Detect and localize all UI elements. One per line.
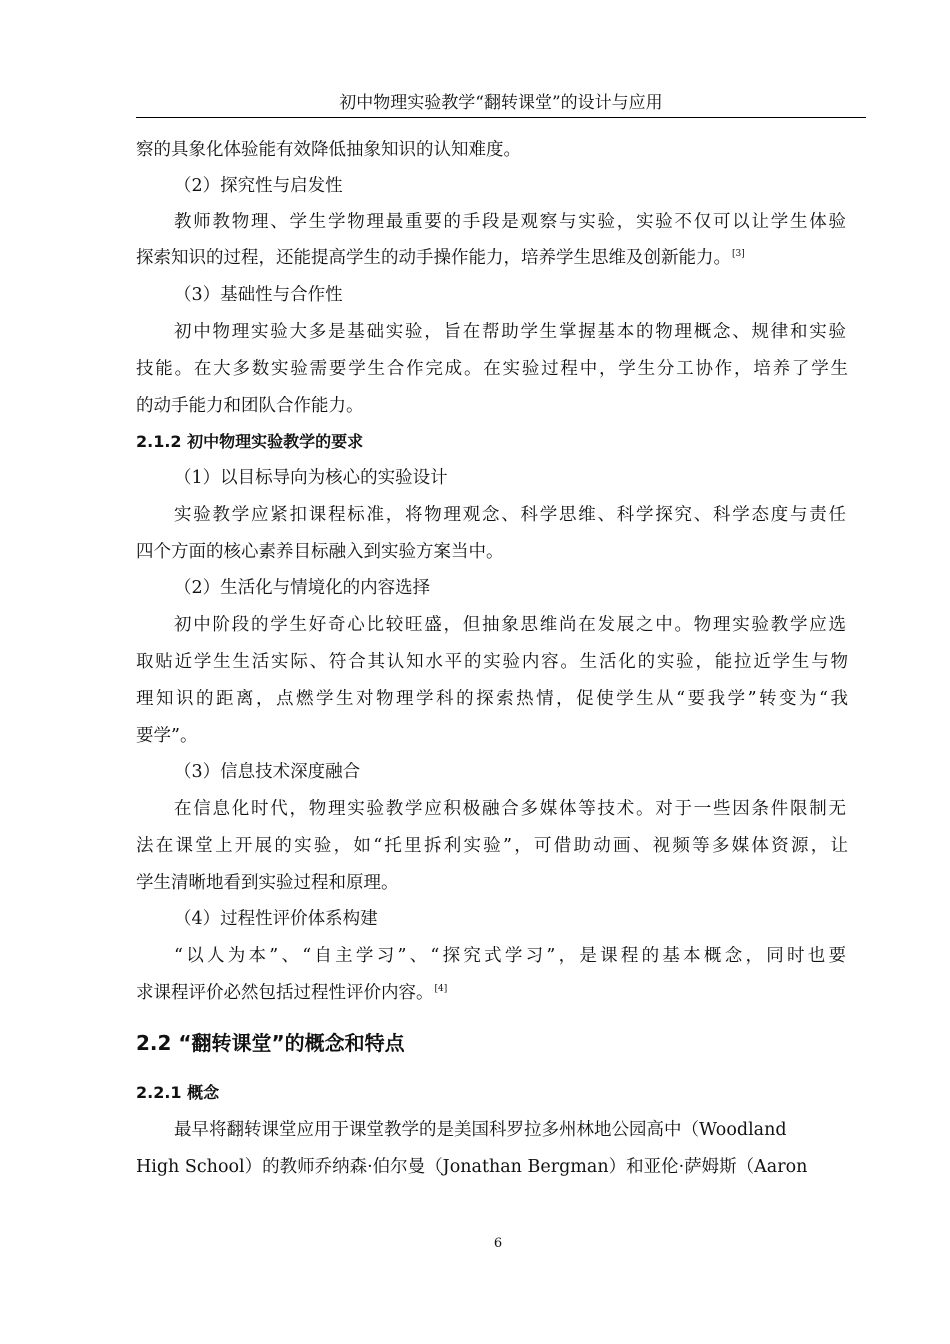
citation-mark[interactable]: [4] <box>434 984 448 995</box>
list-heading: （1）以目标导向为核心的实验设计 <box>174 468 448 488</box>
list-heading: （3）信息技术深度融合 <box>174 762 361 782</box>
body-line: 技能。在大多数实验需要学生合作完成。在实验过程中，学生分工协作，培养了学生 <box>136 359 848 379</box>
body-line: 要学”。 <box>136 726 198 746</box>
body-line: 法在课堂上开展的实验，如“托里拆利实验”，可借助动画、视频等多媒体资源，让 <box>136 836 848 856</box>
body-line: 初中物理实验大多是基础实验，旨在帮助学生掌握基本的物理概念、规律和实验 <box>174 322 846 342</box>
section-heading: 2.1.2 初中物理实验教学的要求 <box>136 432 364 451</box>
page-number: 6 <box>493 1236 503 1251</box>
list-heading: （4）过程性评价体系构建 <box>174 909 378 929</box>
body-line: 察的具象化体验能有效降低抽象知识的认知难度。 <box>136 140 521 160</box>
list-heading: （2）生活化与情境化的内容选择 <box>174 578 431 598</box>
body-line: 取贴近学生生活实际、符合其认知水平的实验内容。生活化的实验，能拉近学生与物 <box>136 652 848 672</box>
section-heading: 2.2 “翻转课堂”的概念和特点 <box>136 1031 405 1055</box>
body-line: “以人为本”、“自主学习”、“探究式学习”，是课程的基本概念，同时也要 <box>174 946 846 966</box>
body-line-text: 探索知识的过程，还能提高学生的动手操作能力，培养学生思维及创新能力。 <box>136 248 731 268</box>
header-rule <box>136 117 866 118</box>
body-line: 实验教学应紧扣课程标准，将物理观念、科学思维、科学探究、科学态度与责任 <box>174 505 846 525</box>
body-line <box>136 246 848 270</box>
list-heading: （2）探究性与启发性 <box>174 176 343 196</box>
body-line: 在信息化时代，物理实验教学应积极融合多媒体等技术。对于一些因条件限制无 <box>174 799 846 819</box>
list-heading: （3）基础性与合作性 <box>174 285 343 305</box>
body-line: 教师教物理、学生学物理最重要的手段是观察与实验，实验不仅可以让学生体验 <box>174 212 846 232</box>
body-line: 学生清晰地看到实验过程和原理。 <box>136 873 399 893</box>
body-line: 的动手能力和团队合作能力。 <box>136 396 364 416</box>
body-line: High School）的教师乔纳森·伯尔曼（Jonathan Bergman）和亚伦·萨姆斯（Aaron <box>136 1157 808 1177</box>
body-line: 四个方面的核心素养目标融入到实验方案当中。 <box>136 542 504 562</box>
subsection-heading: 2.2.1 概念 <box>136 1083 220 1102</box>
body-line: 理知识的距离，点燃学生对物理学科的探索热情，促使学生从“要我学”转变为“我 <box>136 689 848 709</box>
body-line: 初中阶段的学生好奇心比较旺盛，但抽象思维尚在发展之中。物理实验教学应选 <box>174 615 846 635</box>
body-line <box>136 981 848 1005</box>
body-line: 最早将翻转课堂应用于课堂教学的是美国科罗拉多州林地公园高中（Woodland <box>174 1120 787 1140</box>
citation-mark[interactable]: [3] <box>732 249 745 260</box>
body-line-text: 求课程评价必然包括过程性评价内容。 <box>136 983 434 1003</box>
running-header: 初中物理实验教学“翻转课堂”的设计与应用 <box>339 93 663 113</box>
